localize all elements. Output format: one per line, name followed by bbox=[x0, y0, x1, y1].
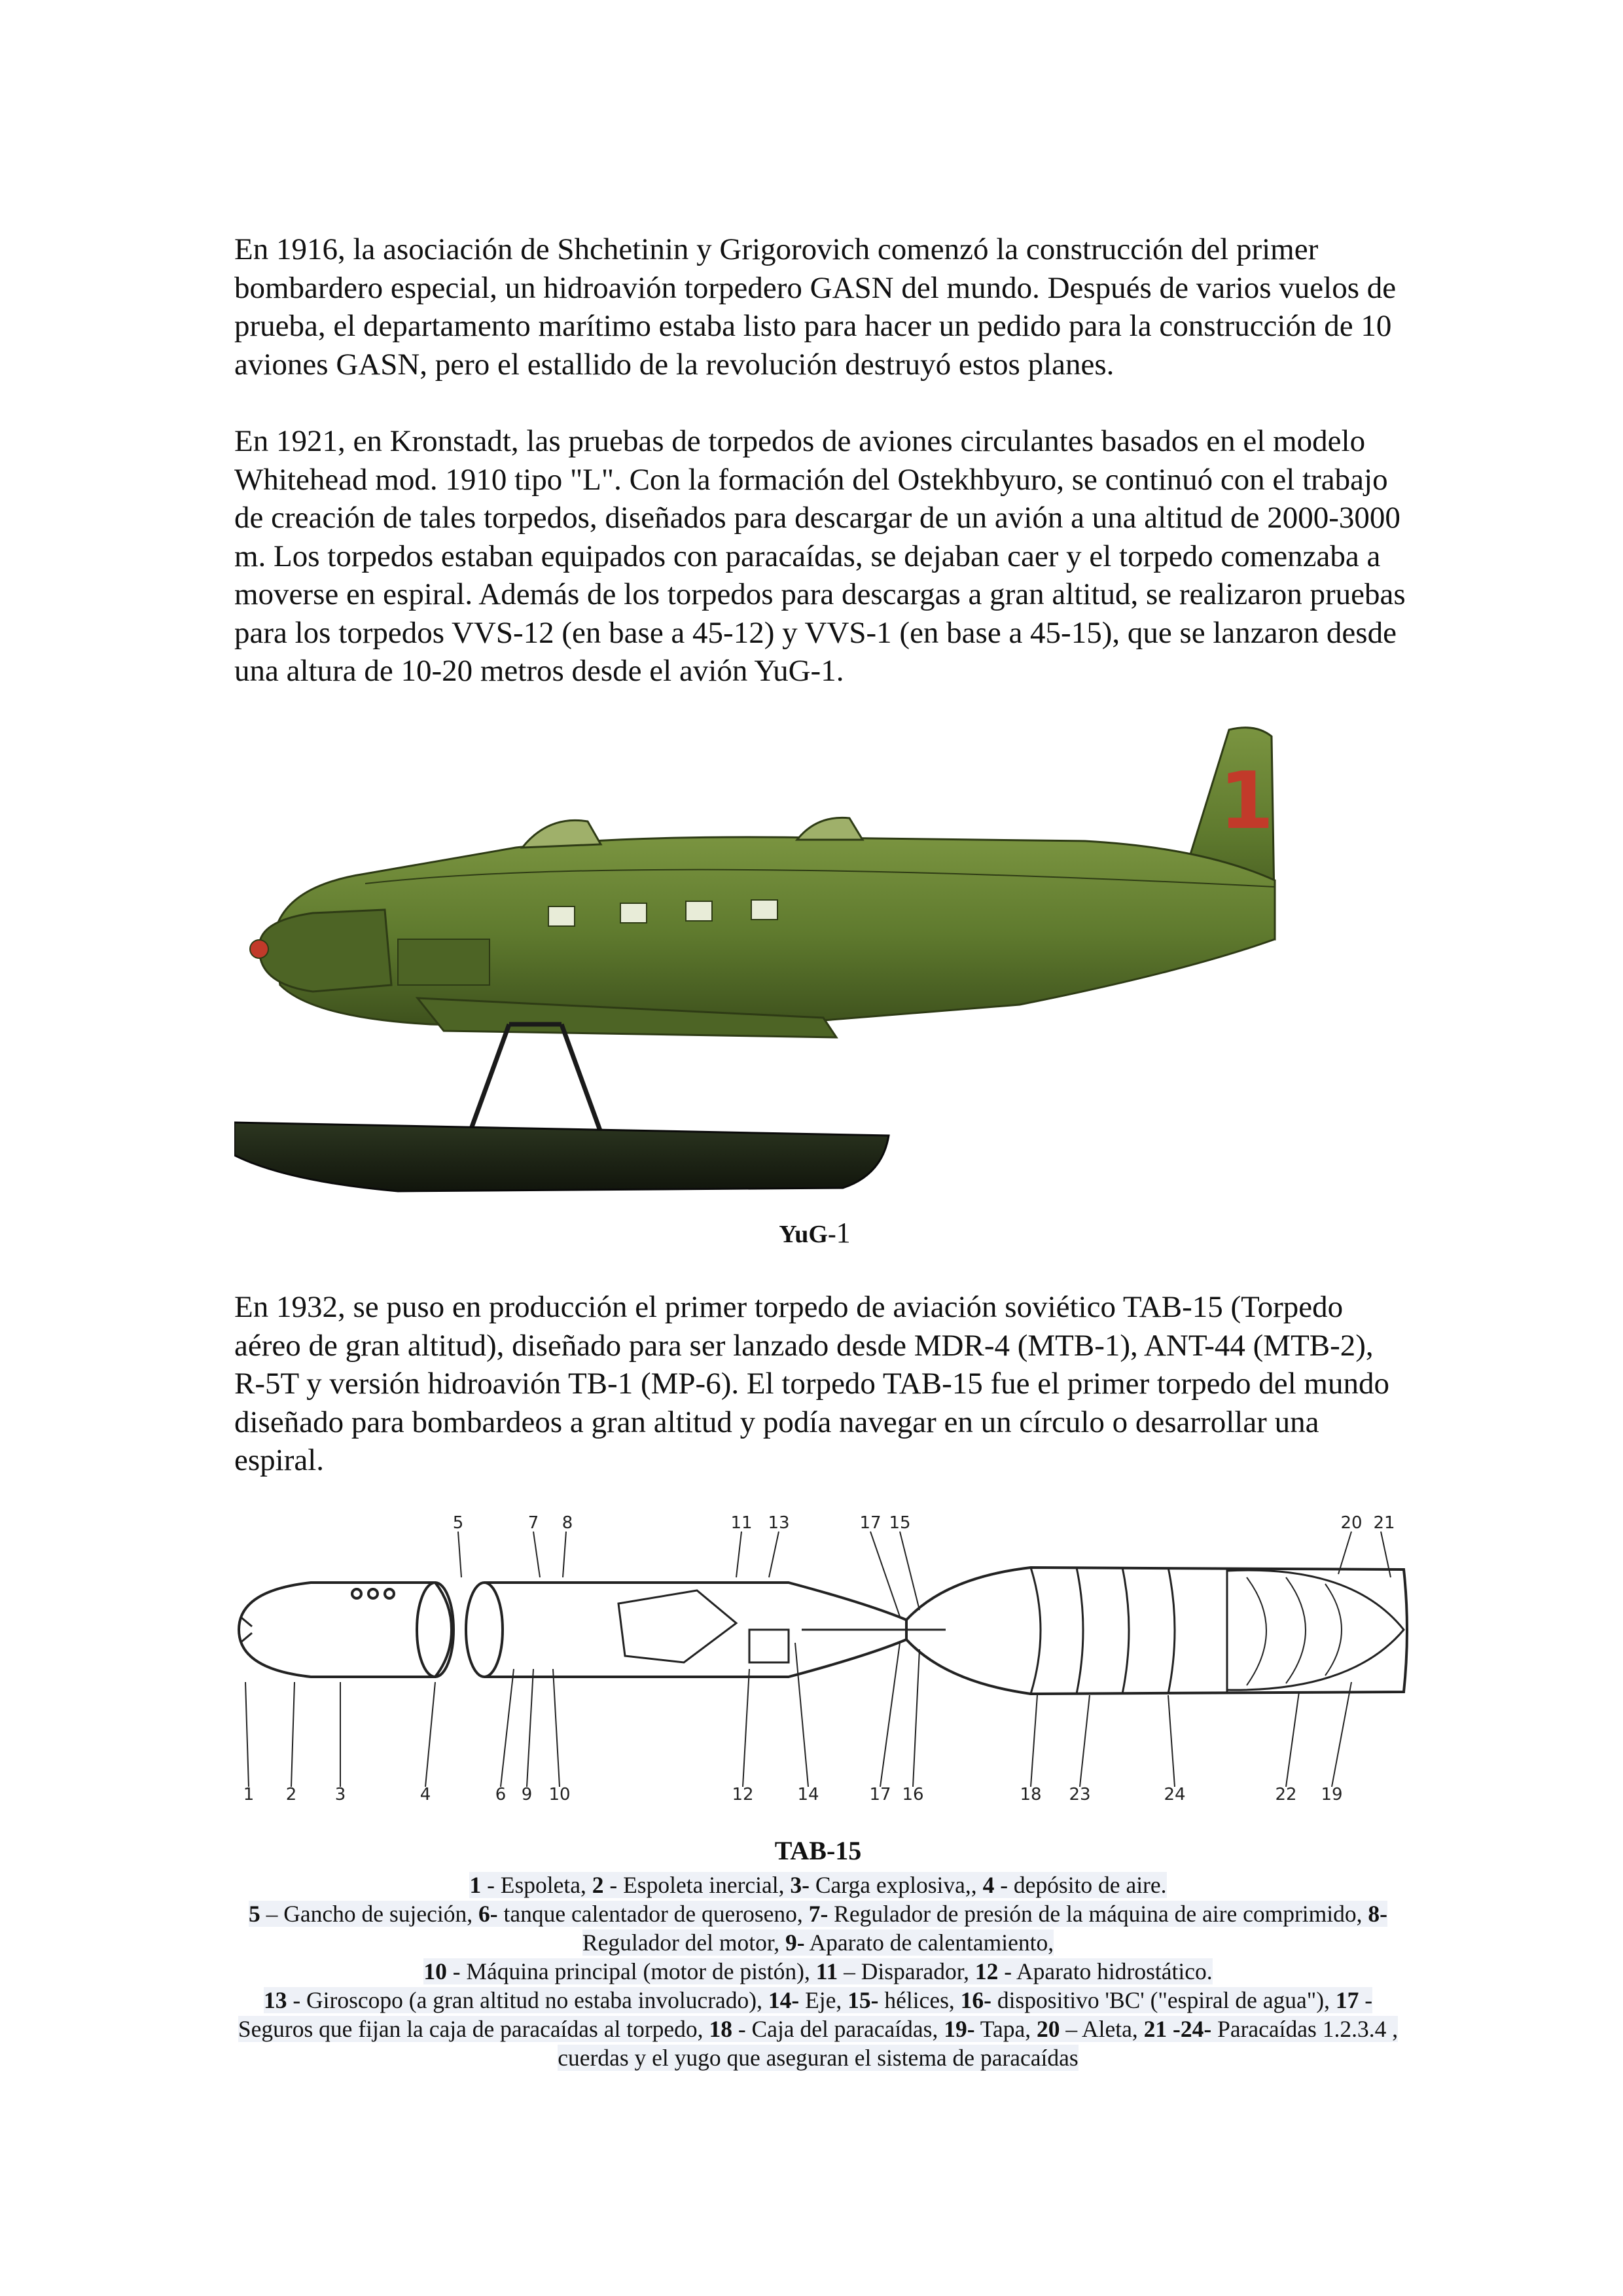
legend-item-number: 7- bbox=[808, 1901, 829, 1927]
legend-item-text: Tapa, bbox=[974, 2016, 1037, 2042]
label-bottom-14: 14 bbox=[797, 1785, 819, 1803]
tail-number: 1 bbox=[1219, 756, 1274, 847]
label-bottom-16: 16 bbox=[902, 1785, 924, 1803]
engine-cowling bbox=[260, 910, 391, 992]
legend-item-text: - Máquina principal (motor de pistón), bbox=[446, 1958, 816, 1984]
kronstadt-paragraph: En 1921, en Kronstadt, las pruebas de torpedos de aviones circulantes basados en el modelo Whitehead mod. 1910 tipo "L". Con la formación del Ostekhbyuro, se continuó con el trabajo de creación de tales torpedos, diseñados para descargar de un avión a una altitud de 2000-3000 m. Los torpedos estaban equipados con paracaídas, se dejaban caer y el torpedo comenzaba a moverse en espiral. Además de los torpedos para descargas a gran altitud, se realizaron pruebas para los torpedos VVS-12 (en base a 45-12) y VVS-1 (en base a 45-15), que se lanzaron desde una altura de 10-20 metros desde el avión YuG-1. bbox=[234, 424, 1406, 688]
plane-caption bbox=[720, 1216, 910, 1249]
legend-item-number: 2 bbox=[592, 1872, 604, 1898]
cabin-window bbox=[620, 903, 647, 923]
legend-item-text: – Disparador, bbox=[838, 1958, 975, 1984]
legend-item-number: 12 bbox=[974, 1958, 999, 1984]
legend-item-number: 1 bbox=[469, 1872, 482, 1898]
torpedo-nose-section bbox=[239, 1583, 452, 1677]
label-top-13: 13 bbox=[768, 1513, 790, 1533]
legend-item-text: Eje, bbox=[799, 1987, 848, 2013]
legend-item-text: hélices, bbox=[878, 1987, 961, 2013]
legend-item-text: - Espoleta inercial, bbox=[603, 1872, 791, 1898]
float-struts bbox=[470, 1024, 601, 1132]
label-bottom-12: 12 bbox=[732, 1785, 754, 1803]
cockpit-canopy-rear bbox=[797, 817, 863, 840]
label-top-5: 5 bbox=[452, 1513, 464, 1533]
legend-item-text: Regulador del motor, bbox=[582, 1929, 786, 1956]
label-bottom-1: 1 bbox=[243, 1785, 255, 1803]
legend-item-number: 16- bbox=[960, 1987, 991, 2013]
legend-item-number: 5 bbox=[249, 1901, 260, 1927]
legend-text bbox=[249, 1901, 1387, 1956]
cabin-window bbox=[751, 900, 777, 920]
legend-item-number: 4 bbox=[982, 1872, 995, 1898]
legend-item-number: 13 bbox=[263, 1987, 287, 2013]
tab15-paragraph: En 1932, se puso en producción el primer torpedo de aviación soviético TAB-15 (Torpedo aéreo de gran altitud), diseñado para ser lanzado desde MDR-4 (MTB-1), ANT-44 (MTB-2), R-5T y versión hidroavión TB-1 (MP-6). El torpedo TAB-15 fue el primer torpedo del mundo diseñado para bombardeos a gran altitud y podía navegar en un círculo o desarrollar una espiral. bbox=[234, 1290, 1389, 1477]
legend-item-text: - depósito de aire. bbox=[994, 1872, 1167, 1898]
legend-item-number: 15- bbox=[847, 1987, 879, 2013]
label-top-7: 7 bbox=[527, 1513, 539, 1533]
legend-item-text: – Gancho de sujeción, bbox=[260, 1901, 478, 1927]
label-bottom-18: 18 bbox=[1020, 1785, 1042, 1803]
torpedo-title: TAB-15 bbox=[774, 1836, 862, 1865]
legend-item-text: - Seguros que fijan la caja de paracaídas al torpedo, bbox=[238, 1987, 1373, 2042]
legend-item-text: tanque calentador de queroseno, bbox=[497, 1901, 809, 1927]
legend-item-number: 3- bbox=[790, 1872, 810, 1898]
legend-item-text: - Espoleta, bbox=[481, 1872, 592, 1898]
label-top-17: 17 bbox=[859, 1513, 882, 1533]
intro-paragraph: En 1916, la asociación de Shchetinin y Grigorovich comenzó la construcción del primer bombardero especial, un hidroavión torpedero GASN del mundo. Después de varios vuelos de prueba, el departamento marítimo estaba listo para hacer un pedido para la construcción de 10 aviones GASN, pero el estallido de la revolución destruyó estos planes. bbox=[234, 232, 1397, 382]
legend-item-text: – Aleta, bbox=[1060, 2016, 1144, 2042]
label-top-11: 11 bbox=[730, 1513, 753, 1533]
label-bottom-4: 4 bbox=[419, 1785, 431, 1803]
legend-item-number: 8- bbox=[1368, 1901, 1387, 1927]
label-bottom-22: 22 bbox=[1275, 1785, 1297, 1803]
propeller-hub bbox=[250, 940, 268, 958]
legend-text bbox=[423, 1958, 1212, 1984]
label-bottom-23: 23 bbox=[1069, 1785, 1091, 1803]
legend-text bbox=[469, 1872, 1166, 1898]
legend-item-text: Aparato de calentamiento, bbox=[804, 1929, 1054, 1956]
parachute-box bbox=[906, 1568, 1407, 1694]
label-top-8: 8 bbox=[562, 1513, 573, 1533]
label-top-20: 20 bbox=[1340, 1513, 1363, 1533]
plane-caption-bold: YuG- bbox=[779, 1221, 836, 1248]
label-bottom-6: 6 bbox=[495, 1785, 507, 1803]
legend-item-number: 9- bbox=[785, 1929, 805, 1956]
cockpit-canopy-front bbox=[522, 820, 601, 848]
legend-item-number: 21 -24- bbox=[1143, 2016, 1212, 2042]
legend-item-number: 14- bbox=[768, 1987, 800, 2013]
torpedo-legend bbox=[226, 1871, 1410, 2072]
legend-item-number: 10 bbox=[423, 1958, 447, 1984]
tab15-torpedo-diagram bbox=[226, 1512, 1410, 1803]
cabin-window bbox=[686, 901, 712, 921]
label-bottom-19: 19 bbox=[1321, 1785, 1343, 1803]
yug1-seaplane-illustration bbox=[234, 723, 1406, 1214]
legend-item-text: Carga explosiva,, bbox=[810, 1872, 983, 1898]
cabin-window bbox=[548, 906, 575, 926]
label-bottom-17: 17 bbox=[869, 1785, 891, 1803]
label-top-15: 15 bbox=[889, 1513, 911, 1533]
legend-line bbox=[226, 1957, 1410, 1986]
plane-caption-number: 1 bbox=[836, 1217, 851, 1249]
legend-line bbox=[226, 1986, 1410, 2072]
legend-item-text: Paracaídas 1.2.3.4 , cuerdas y el yugo que aseguran el sistema de paracaídas bbox=[558, 2016, 1399, 2071]
legend-item-text: - Aparato hidrostático. bbox=[998, 1958, 1213, 1984]
legend-text bbox=[238, 1987, 1398, 2071]
legend-line bbox=[226, 1871, 1410, 1899]
legend-item-number: 17 bbox=[1335, 1987, 1359, 2013]
label-bottom-2: 2 bbox=[285, 1785, 297, 1803]
legend-item-number: 18 bbox=[709, 2016, 732, 2042]
legend-item-text: dispositivo 'BC' ("espiral de agua"), bbox=[991, 1987, 1336, 2013]
legend-item-number: 20 bbox=[1037, 2016, 1060, 2042]
label-bottom-24: 24 bbox=[1164, 1785, 1186, 1803]
legend-item-number: 11 bbox=[815, 1958, 838, 1984]
float bbox=[234, 1122, 889, 1191]
label-top-21: 21 bbox=[1373, 1513, 1395, 1533]
legend-item-text: - Caja del paracaídas, bbox=[732, 2016, 944, 2042]
legend-line bbox=[226, 1899, 1410, 1957]
legend-item-text: Regulador de presión de la máquina de aire comprimido, bbox=[828, 1901, 1368, 1927]
label-bottom-3: 3 bbox=[334, 1785, 346, 1803]
label-bottom-9: 9 bbox=[521, 1785, 533, 1803]
label-bottom-10: 10 bbox=[548, 1785, 571, 1803]
legend-item-number: 19- bbox=[944, 2016, 975, 2042]
legend-item-text: - Giroscopo (a gran altitud no estaba involucrado), bbox=[287, 1987, 768, 2013]
legend-item-number: 6- bbox=[478, 1901, 498, 1927]
